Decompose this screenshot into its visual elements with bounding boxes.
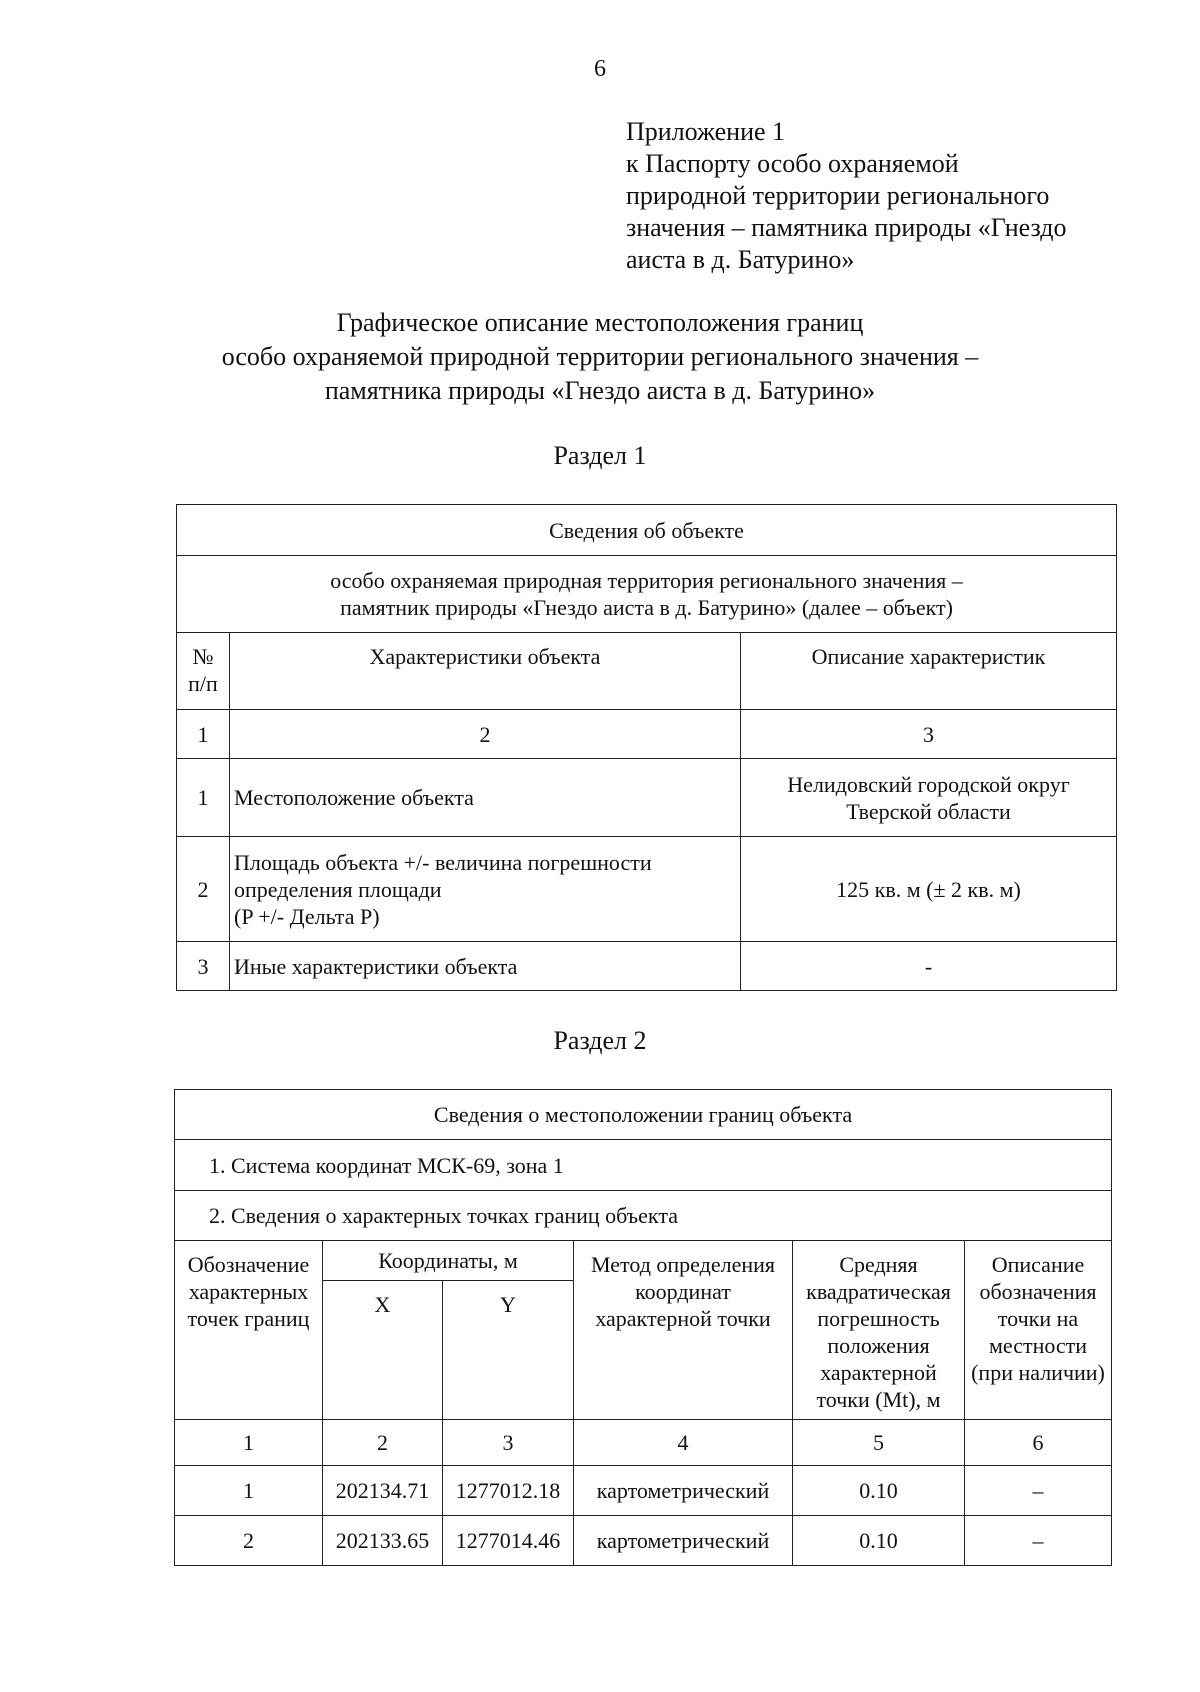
points-header: 2. Сведения о характерных точках границ объекта (175, 1191, 1112, 1241)
row-characteristic: Местоположение объекта (230, 759, 741, 837)
col-header-description: Описание характеристик (741, 633, 1117, 710)
col-number: 3 (741, 710, 1117, 759)
point-y: 1277014.46 (443, 1516, 574, 1566)
table-row (175, 1466, 1112, 1516)
col-header-number: № п/п (177, 633, 230, 710)
point-id: 1 (175, 1466, 323, 1516)
title-line: Графическое описание местоположения границ (336, 308, 864, 337)
appendix-note (626, 116, 1146, 276)
description-line: Нелидовский городской округ (787, 771, 1070, 797)
col-header-y: Y (443, 1281, 574, 1420)
row-description: - (741, 942, 1117, 991)
appendix-line: к Паспорту особо охраняемой (626, 149, 959, 178)
col-header-x: X (323, 1281, 443, 1420)
col-number: 5 (793, 1420, 965, 1466)
appendix-line: значения – памятника природы «Гнездо (626, 213, 1067, 242)
title-line: особо охраняемой природной территории регионального значения – (221, 342, 979, 371)
coordinate-system: 1. Система координат МСК-69, зона 1 (175, 1140, 1112, 1191)
title-line: памятника природы «Гнездо аиста в д. Батурино» (324, 376, 876, 405)
point-error: 0.10 (793, 1466, 965, 1516)
col-number: 1 (175, 1420, 323, 1466)
table-row (177, 759, 1117, 837)
document-title (0, 306, 1200, 408)
row-description: 125 кв. м (± 2 кв. м) (741, 837, 1117, 942)
table-row (177, 837, 1117, 942)
row-description (741, 759, 1117, 837)
page-number: 6 (594, 56, 606, 82)
col-header-characteristics: Характеристики объекта (230, 633, 741, 710)
table-row (177, 942, 1117, 991)
col-number: 2 (323, 1420, 443, 1466)
col-number: 1 (177, 710, 230, 759)
col-number: 6 (965, 1420, 1112, 1466)
col-header-error: Средняя квадратическая погрешность положения характерной точки (Mt), м (793, 1241, 965, 1420)
point-id: 2 (175, 1516, 323, 1566)
boundary-points-table (174, 1089, 1112, 1566)
col-header-method: Метод определения координат характерной точки (574, 1241, 793, 1420)
description-line: Тверской области (846, 798, 1011, 824)
row-characteristic (230, 837, 741, 942)
object-info-table (176, 504, 1117, 991)
appendix-line: Приложение 1 (626, 117, 786, 146)
col-header-coordinates: Координаты, м (323, 1241, 574, 1281)
appendix-line: аиста в д. Батурино» (626, 245, 855, 274)
row-number: 2 (177, 837, 230, 942)
characteristic-line: (P +/- Дельта P) (234, 903, 380, 929)
point-x: 202133.65 (323, 1516, 443, 1566)
row-number: 3 (177, 942, 230, 991)
subheader-line: особо охраняемая природная территория регионального значения – (330, 568, 963, 593)
table-subheader (177, 556, 1117, 633)
point-description: – (965, 1516, 1112, 1566)
col-number: 2 (230, 710, 741, 759)
characteristic-line: Площадь объекта +/- величина погрешности (234, 849, 652, 875)
table-row (175, 1516, 1112, 1566)
table-header: Сведения об объекте (177, 505, 1117, 556)
point-method: картометрический (574, 1466, 793, 1516)
point-error: 0.10 (793, 1516, 965, 1566)
table-header: Сведения о местоположении границ объекта (175, 1090, 1112, 1140)
col-number: 4 (574, 1420, 793, 1466)
appendix-line: природной территории регионального (626, 181, 1050, 210)
point-x: 202134.71 (323, 1466, 443, 1516)
col-number: 3 (443, 1420, 574, 1466)
col-header-designation: Обозначение характерных точек границ (175, 1241, 323, 1420)
point-y: 1277012.18 (443, 1466, 574, 1516)
section-2-heading: Раздел 2 (553, 1026, 647, 1055)
point-description: – (965, 1466, 1112, 1516)
row-number: 1 (177, 759, 230, 837)
point-method: картометрический (574, 1516, 793, 1566)
section-1-heading: Раздел 1 (553, 441, 647, 470)
row-characteristic: Иные характеристики объекта (230, 942, 741, 991)
subheader-line: памятник природы «Гнездо аиста в д. Батурино» (далее – объект) (340, 595, 953, 620)
col-header-description: Описание обозначения точки на местности (при наличии) (965, 1241, 1112, 1420)
characteristic-line: определения площади (234, 876, 442, 902)
